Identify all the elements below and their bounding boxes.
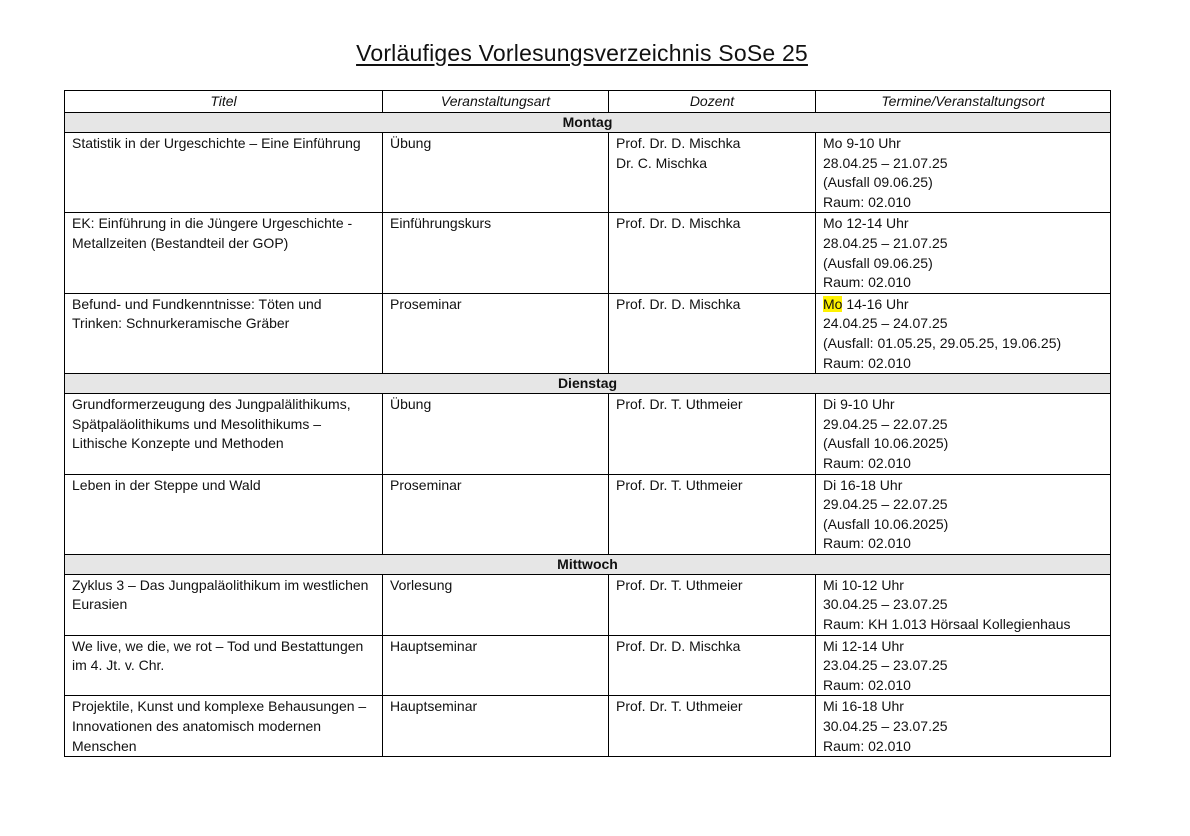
course-title-cell [65, 574, 383, 635]
course-type: Vorlesung [390, 576, 453, 593]
column-header-titel: Titel [65, 91, 383, 113]
schedule-time: Di 9-10 Uhr [823, 396, 895, 413]
lecturer-name: Prof. Dr. T. Uthmeier [616, 698, 743, 715]
schedule-time: Mi 12-14 Uhr [823, 637, 904, 654]
course-title-cell [65, 213, 383, 293]
schedule-room: Raum: 02.010 [823, 193, 911, 210]
schedule-room: Raum: 02.010 [823, 535, 911, 552]
lecturer-name: Prof. Dr. T. Uthmeier [616, 576, 743, 593]
header-row [65, 91, 1111, 113]
highlighted-day: Mo [823, 295, 843, 312]
course-type-cell [383, 635, 609, 696]
schedule-cancellation: (Ausfall 10.06.2025) [823, 435, 949, 452]
course-type-cell [383, 133, 609, 213]
course-title-cell [65, 394, 383, 474]
lecturer-cell [609, 394, 816, 474]
course-type: Proseminar [390, 476, 462, 493]
table-row [65, 635, 1111, 696]
course-type-cell [383, 394, 609, 474]
course-type: Einführungskurs [390, 215, 492, 232]
schedule-dates: 30.04.25 – 23.07.25 [823, 596, 948, 613]
lecturer-cell [609, 213, 816, 293]
table-row [65, 394, 1111, 474]
course-title: Grundformerzeugung des Jungpalälithikums, Spätpaläolithikums und Mesolithikums – Lithische Konzepte und Methoden [72, 396, 351, 452]
course-type-cell [383, 474, 609, 554]
schedule-dates: 24.04.25 – 24.07.25 [823, 315, 948, 332]
lecturer-cell [609, 574, 816, 635]
schedule-time-rest: 14-16 Uhr [842, 295, 909, 312]
course-type-cell [383, 696, 609, 757]
schedule-cell [816, 635, 1111, 696]
schedule-room: Raum: 02.010 [823, 274, 911, 291]
course-title: EK: Einführung in die Jüngere Urgeschichte - Metallzeiten (Bestandteil der GOP) [72, 215, 353, 251]
schedule-dates: 29.04.25 – 22.07.25 [823, 415, 948, 432]
column-header-termine: Termine/Veranstaltungsort [816, 91, 1111, 113]
course-type-cell [383, 213, 609, 293]
schedule-time: Mo 9-10 Uhr [823, 135, 901, 151]
day-label: Mittwoch [65, 554, 1111, 574]
schedule-room: Raum: 02.010 [823, 737, 911, 754]
lecturer-name: Prof. Dr. D. Mischka [616, 637, 741, 654]
schedule-dates: 28.04.25 – 21.07.25 [823, 154, 948, 171]
lecturer-name: Prof. Dr. T. Uthmeier [616, 396, 743, 413]
lecturer-name: Prof. Dr. D. Mischka [616, 295, 741, 312]
course-title: Leben in der Steppe und Wald [72, 476, 261, 493]
course-type: Hauptseminar [390, 698, 478, 715]
day-row-dienstag [65, 374, 1111, 394]
course-type-cell [383, 574, 609, 635]
lecturer-cell [609, 635, 816, 696]
lecturer-name: Prof. Dr. D. Mischka [616, 215, 741, 232]
schedule-time [823, 295, 1103, 315]
schedule-cell [816, 293, 1111, 373]
table-row [65, 133, 1111, 213]
course-title-cell [65, 474, 383, 554]
course-type: Proseminar [390, 295, 462, 312]
schedule-room: Raum: 02.010 [823, 354, 911, 371]
course-title-cell [65, 635, 383, 696]
day-row-mittwoch [65, 554, 1111, 574]
column-header-art: Veranstaltungsart [383, 91, 609, 113]
course-type: Übung [390, 135, 432, 151]
schedule-dates: 23.04.25 – 23.07.25 [823, 657, 948, 674]
lecturer-name: Dr. C. Mischka [616, 154, 708, 171]
table-row [65, 696, 1111, 757]
course-type-cell [383, 293, 609, 373]
schedule-table [64, 90, 1111, 757]
table-row [65, 213, 1111, 293]
course-title-cell [65, 133, 383, 213]
schedule-cell [816, 474, 1111, 554]
schedule-cell [816, 696, 1111, 757]
course-type: Übung [390, 396, 432, 413]
course-title: Zyklus 3 – Das Jungpaläolithikum im westlichen Eurasien [72, 576, 369, 613]
day-label: Montag [65, 113, 1111, 133]
course-type: Hauptseminar [390, 637, 478, 654]
column-header-dozent: Dozent [609, 91, 816, 113]
schedule-dates: 28.04.25 – 21.07.25 [823, 234, 948, 251]
lecturer-name: Prof. Dr. D. Mischka [616, 135, 741, 151]
table-row [65, 293, 1111, 373]
schedule-time: Mo 12-14 Uhr [823, 215, 909, 232]
lecturer-cell [609, 696, 816, 757]
lecturer-name: Prof. Dr. T. Uthmeier [616, 476, 743, 493]
schedule-cancellation: (Ausfall: 01.05.25, 29.05.25, 19.06.25) [823, 334, 1062, 351]
schedule-room: Raum: 02.010 [823, 454, 911, 471]
schedule-cancellation: (Ausfall 10.06.2025) [823, 515, 949, 532]
schedule-cell [816, 394, 1111, 474]
course-title: Projektile, Kunst und komplexe Behausungen – Innovationen des anatomisch modernen Menschen [72, 698, 367, 754]
day-row-montag [65, 113, 1111, 133]
table-row [65, 574, 1111, 635]
course-title-cell [65, 293, 383, 373]
document-title: Vorläufiges Vorlesungsverzeichnis SoSe 25 [356, 40, 808, 66]
lecturer-cell [609, 133, 816, 213]
schedule-cancellation: (Ausfall 09.06.25) [823, 254, 933, 271]
schedule-cell [816, 574, 1111, 635]
schedule-room: Raum: 02.010 [823, 676, 911, 693]
course-title: Befund- und Fundkenntnisse: Töten und Trinken: Schnurkeramische Gräber [72, 295, 322, 332]
schedule-room: Raum: KH 1.013 Hörsaal Kollegienhaus [823, 616, 1071, 633]
schedule-cell [816, 133, 1111, 213]
course-title: We live, we die, we rot – Tod und Bestattungen im 4. Jt. v. Chr. [72, 637, 364, 674]
schedule-cell [816, 213, 1111, 293]
schedule-time: Mi 16-18 Uhr [823, 698, 904, 715]
schedule-time: Mi 10-12 Uhr [823, 576, 904, 593]
schedule-dates: 30.04.25 – 23.07.25 [823, 718, 948, 735]
lecturer-cell [609, 474, 816, 554]
course-title: Statistik in der Urgeschichte – Eine Einführung [72, 135, 361, 151]
day-label: Dienstag [65, 374, 1111, 394]
schedule-cancellation: (Ausfall 09.06.25) [823, 174, 933, 191]
course-title-cell [65, 696, 383, 757]
lecturer-cell [609, 293, 816, 373]
schedule-time: Di 16-18 Uhr [823, 476, 903, 493]
schedule-dates: 29.04.25 – 22.07.25 [823, 496, 948, 513]
table-row [65, 474, 1111, 554]
